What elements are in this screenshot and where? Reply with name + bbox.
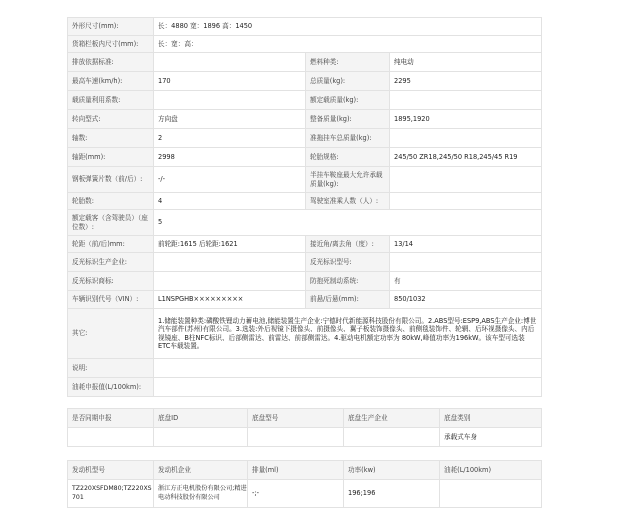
spec-value: 1.储能装置种类:磷酸铁锂动力蓄电池,储能装置生产企业:宁德时代新能源科技股份有限公司。2.ABS型号:ESP9,ABS生产企业:博世汽车部件(苏州)有限公司。3.选装:外后视镜下摄像头、前摄像头、翼子板装饰摄像头、前侧毯装饰件、轮辋、后环视摄像头、内后视镜座、B柱NFC标识、后部侧雷达、前雷达、前部侧雷达。4.驱动电机额定功率为 80kW,峰值功率为196kW。该车型可选装ETC车载装置。 [154, 309, 542, 359]
spec-label: 燃料种类: [306, 53, 390, 72]
chassis-cell [154, 428, 248, 447]
spec-label: 车辆识别代号（VIN）: [68, 291, 154, 309]
spec-value: 方向盘 [154, 110, 306, 129]
spec-value [154, 253, 306, 272]
spec-value: 2998 [154, 148, 306, 167]
spec-label: 准拖挂车总质量(kg): [306, 129, 390, 148]
spec-label: 反光标识生产企业: [68, 253, 154, 272]
engine-fuel-cell [440, 480, 542, 508]
engine-header: 发动机企业 [154, 461, 248, 480]
chassis-header: 底盘类别 [440, 409, 542, 428]
spec-value: 纯电动 [390, 53, 542, 72]
spec-value [154, 359, 542, 378]
spec-label: 轴数: [68, 129, 154, 148]
spec-value: 长：4880 宽：1896 高：1450 [154, 18, 542, 36]
spec-value: 5 [154, 210, 542, 236]
spec-label: 外形尺寸(mm): [68, 18, 154, 36]
spec-row [68, 129, 542, 148]
spec-row [68, 359, 542, 378]
spec-value [154, 272, 306, 291]
spec-label: 反光标识商标: [68, 272, 154, 291]
chassis-header: 是否同期申报 [68, 409, 154, 428]
spec-row [68, 167, 542, 193]
spec-row [68, 291, 542, 309]
spec-label: 货箱栏板内尺寸(mm): [68, 36, 154, 53]
chassis-header: 底盘生产企业 [344, 409, 440, 428]
spec-row [68, 378, 542, 397]
spec-label: 额定载客（含驾驶员）（座位数）: [68, 210, 154, 236]
spec-value: 1895,1920 [390, 110, 542, 129]
vehicle-spec-table [67, 17, 542, 397]
spec-row [68, 18, 542, 36]
spec-label: 说明: [68, 359, 154, 378]
spec-label: 排放依据标准: [68, 53, 154, 72]
spec-value: 有 [390, 272, 542, 291]
chassis-row [68, 428, 542, 447]
spec-row [68, 36, 542, 53]
spec-label: 前悬/后悬(mm): [306, 291, 390, 309]
engine-header: 油耗(L/100km) [440, 461, 542, 480]
engine-displacement-cell: -;- [248, 480, 344, 508]
spec-row [68, 148, 542, 167]
engine-header: 功率(kw) [344, 461, 440, 480]
spec-value: 长：宽：高： [154, 36, 542, 53]
spec-label: 油耗申报值(L/100km): [68, 378, 154, 397]
spec-label: 钢板弹簧片数（前/后）: [68, 167, 154, 193]
spec-row [68, 110, 542, 129]
engine-model-cell: TZ220XSFDM80;TZ220XS701 [68, 480, 154, 508]
spec-label: 转向型式: [68, 110, 154, 129]
spec-value [154, 53, 306, 72]
engine-row [68, 480, 542, 508]
spec-value: 170 [154, 72, 306, 91]
spec-value: 2 [154, 129, 306, 148]
chassis-cell [344, 428, 440, 447]
engine-header: 发动机型号 [68, 461, 154, 480]
spec-row [68, 272, 542, 291]
spec-row [68, 91, 542, 110]
spec-value [390, 129, 542, 148]
spec-value: 2295 [390, 72, 542, 91]
spec-row [68, 253, 542, 272]
spec-label: 额定载质量(kg): [306, 91, 390, 110]
engine-header: 排量(ml) [248, 461, 344, 480]
chassis-header: 底盘ID [154, 409, 248, 428]
chassis-cell [68, 428, 154, 447]
engine-header-row [68, 461, 542, 480]
spec-table-body [68, 18, 542, 397]
spec-label: 最高车速(km/h): [68, 72, 154, 91]
chassis-header: 底盘型号 [248, 409, 344, 428]
spec-label: 半挂车鞍座最大允许承载质量(kg): [306, 167, 390, 193]
spec-row [68, 210, 542, 236]
spec-value [154, 378, 542, 397]
engine-maker-cell: 浙江方正电机股份有限公司;精进电动科技股份有限公司 [154, 480, 248, 508]
spec-value: 850/1032 [390, 291, 542, 309]
chassis-header-row [68, 409, 542, 428]
chassis-table [67, 408, 542, 447]
engine-table [67, 460, 542, 508]
spec-label: 防抱死制动系统: [306, 272, 390, 291]
spec-label: 载质量利用系数: [68, 91, 154, 110]
spec-value: 前轮距:1615 后轮距:1621 [154, 236, 306, 253]
spec-value: L1NSPGHB××××××××× [154, 291, 306, 309]
spec-label: 驾驶室准乘人数（人）: [306, 193, 390, 210]
spec-value: 4 [154, 193, 306, 210]
spec-label: 轮胎数: [68, 193, 154, 210]
spec-row [68, 193, 542, 210]
spec-row [68, 236, 542, 253]
spec-label: 其它: [68, 309, 154, 359]
spec-label: 接近角/离去角（度）: [306, 236, 390, 253]
spec-value: 245/50 ZR18,245/50 R18,245/45 R19 [390, 148, 542, 167]
spec-label: 反光标识型号: [306, 253, 390, 272]
spec-row [68, 72, 542, 91]
spec-row [68, 309, 542, 359]
spec-value [390, 253, 542, 272]
spec-label: 轴距(mm): [68, 148, 154, 167]
spec-row [68, 53, 542, 72]
spec-label: 轮胎规格: [306, 148, 390, 167]
spec-value [390, 91, 542, 110]
engine-power-cell: 196;196 [344, 480, 440, 508]
spec-value: -/- [154, 167, 306, 193]
spec-value [154, 91, 306, 110]
spec-label: 整备质量(kg): [306, 110, 390, 129]
spec-value: 13/14 [390, 236, 542, 253]
chassis-cell [248, 428, 344, 447]
spec-label: 总质量(kg): [306, 72, 390, 91]
spec-value [390, 193, 542, 210]
spec-label: 轮距（前/后)mm: [68, 236, 154, 253]
chassis-cell: 承载式车身 [440, 428, 542, 447]
spec-value [390, 167, 542, 193]
